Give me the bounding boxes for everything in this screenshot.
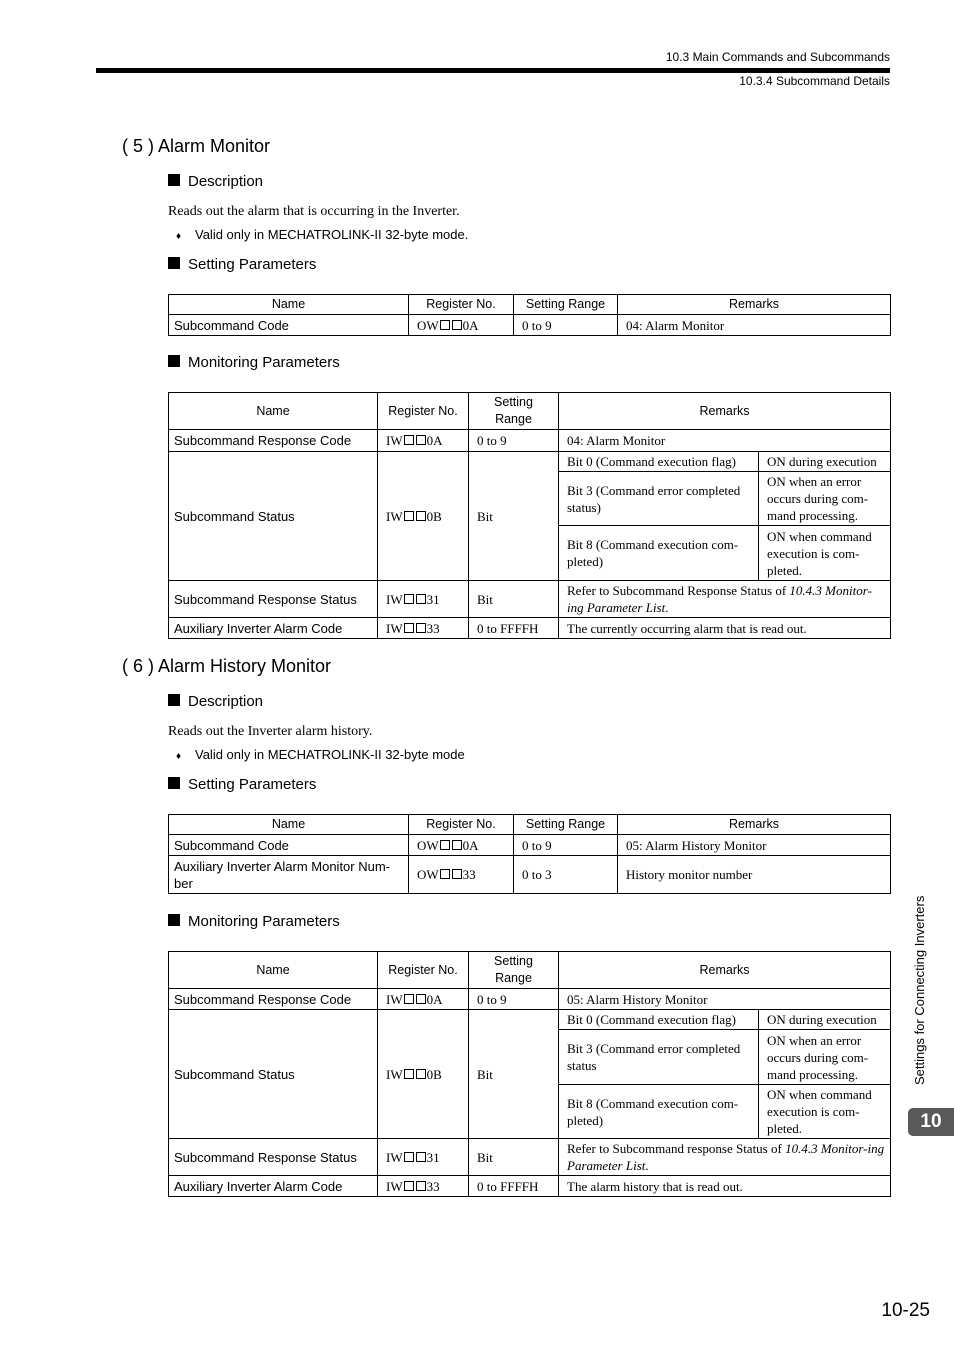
placeholder-box-icon <box>416 994 426 1004</box>
header-remarks: Remarks <box>618 815 891 835</box>
header-remarks: Remarks <box>559 393 891 430</box>
header-name: Name <box>169 815 409 835</box>
header-setting-range: Setting Range <box>469 393 559 430</box>
placeholder-box-icon <box>416 435 426 445</box>
placeholder-box-icon <box>404 623 414 633</box>
setting-range: 0 to 9 <box>469 989 559 1010</box>
table-row <box>169 430 891 452</box>
square-bullet-icon <box>168 777 180 789</box>
remarks: Refer to Subcommand Response Status of 10.4.3 Monitor-ing Parameter List. <box>559 581 891 618</box>
setting-range: 0 to 3 <box>514 856 618 894</box>
header-setting-range: Setting Range <box>514 815 618 835</box>
bit-name: Bit 0 (Command execution flag) <box>559 1010 759 1030</box>
cross-reference: 10.4.3 Monitor-ing Parameter List <box>567 1141 885 1173</box>
remarks: The alarm history that is read out. <box>559 1176 891 1197</box>
register-number: IW 0B <box>378 1010 469 1139</box>
bit-name: Bit 3 (Command error completed status <box>559 1030 759 1085</box>
header-name: Name <box>169 393 378 430</box>
square-bullet-icon <box>168 174 180 186</box>
description-text: Reads out the Inverter alarm history. <box>168 724 373 739</box>
param-name: Subcommand Response Code <box>169 430 378 452</box>
table-row <box>169 315 891 336</box>
param-name: Subcommand Response Status <box>169 1139 378 1176</box>
diamond-bullet-icon: ♦ <box>176 751 182 762</box>
param-name: Auxiliary Inverter Alarm Code <box>169 618 378 639</box>
placeholder-box-icon <box>404 1181 414 1191</box>
bit-description: ON when an error occurs during com-mand processing. <box>759 1030 891 1085</box>
subheading-label: Description <box>188 173 264 190</box>
bit-description: ON during execution <box>759 1010 891 1030</box>
square-bullet-icon <box>168 914 180 926</box>
register-number: OW 33 <box>409 856 514 894</box>
placeholder-box-icon <box>404 511 414 521</box>
setting-range: Bit <box>469 452 559 581</box>
chapter-number-tab: 10 <box>908 1108 954 1136</box>
table-row <box>169 1010 891 1030</box>
header-remarks: Remarks <box>618 295 891 315</box>
placeholder-box-icon <box>440 320 450 330</box>
remarks: 04: Alarm Monitor <box>618 315 891 336</box>
note <box>176 227 468 242</box>
register-number: OW 0A <box>409 835 514 856</box>
param-name: Auxiliary Inverter Alarm Code <box>169 1176 378 1197</box>
register-number: OW 0A <box>409 315 514 336</box>
table-row <box>169 856 891 894</box>
subheading-label: Monitoring Parameters <box>188 913 340 930</box>
setting-range: 0 to 9 <box>469 430 559 452</box>
table-row <box>169 835 891 856</box>
setting-parameters-table <box>168 814 891 894</box>
table-row <box>169 618 891 639</box>
param-name: Auxiliary Inverter Alarm Monitor Num-ber <box>169 856 409 894</box>
header-setting-range: Setting Range <box>514 295 618 315</box>
setting-range: Bit <box>469 1010 559 1139</box>
monitoring-parameters-table <box>168 392 891 639</box>
table-row <box>169 1139 891 1176</box>
placeholder-box-icon <box>440 869 450 879</box>
header-subsection-title: 10.3.4 Subcommand Details <box>739 74 890 88</box>
setting-range: 0 to 9 <box>514 315 618 336</box>
table-row <box>169 581 891 618</box>
remarks: 05: Alarm History Monitor <box>618 835 891 856</box>
section-title-alarm-history-monitor: ( 6 ) Alarm History Monitor <box>122 656 332 676</box>
placeholder-box-icon <box>404 594 414 604</box>
header-register: Register No. <box>378 393 469 430</box>
param-name: Subcommand Status <box>169 452 378 581</box>
note <box>176 747 465 762</box>
square-bullet-icon <box>168 257 180 269</box>
placeholder-box-icon <box>404 1152 414 1162</box>
header-remarks: Remarks <box>559 952 891 989</box>
header-setting-range: Setting Range <box>469 952 559 989</box>
header-name: Name <box>169 952 378 989</box>
param-name: Subcommand Response Code <box>169 989 378 1010</box>
bit-description: ON when command execution is com-pleted. <box>759 1085 891 1139</box>
placeholder-box-icon <box>416 1181 426 1191</box>
remarks: 05: Alarm History Monitor <box>559 989 891 1010</box>
setting-range: Bit <box>469 1139 559 1176</box>
register-number: IW 0A <box>378 430 469 452</box>
subheading-label: Monitoring Parameters <box>188 354 340 371</box>
note-text: Valid only in MECHATROLINK-II 32-byte mode. <box>195 227 469 242</box>
subheading-description <box>168 693 263 710</box>
setting-range: 0 to FFFFH <box>469 1176 559 1197</box>
setting-range: 0 to 9 <box>514 835 618 856</box>
chapter-title-vertical: Settings for Connecting Inverters <box>912 895 927 1085</box>
setting-range: Bit <box>469 581 559 618</box>
header-section-title: 10.3 Main Commands and Subcommands <box>665 50 890 64</box>
cross-reference: 10.4.3 Monitor-ing Parameter List <box>567 583 872 615</box>
bit-name: Bit 8 (Command execution com-pleted) <box>559 526 759 581</box>
bit-name: Bit 0 (Command execution flag) <box>559 452 759 472</box>
description-text: Reads out the alarm that is occurring in the Inverter. <box>168 204 460 219</box>
placeholder-box-icon <box>416 1152 426 1162</box>
setting-parameters-table <box>168 294 891 336</box>
register-number: IW 31 <box>378 581 469 618</box>
remarks: The currently occurring alarm that is read out. <box>559 618 891 639</box>
placeholder-box-icon <box>416 623 426 633</box>
bit-description: ON during execution <box>759 452 891 472</box>
subheading-monitoring-parameters <box>168 913 340 930</box>
remarks: History monitor number <box>618 856 891 894</box>
subheading-setting-parameters <box>168 776 316 793</box>
header-register: Register No. <box>409 815 514 835</box>
header-rule <box>96 68 890 73</box>
register-number: IW 33 <box>378 1176 469 1197</box>
remarks: Refer to Subcommand response Status of 10.4.3 Monitor-ing Parameter List. <box>559 1139 891 1176</box>
placeholder-box-icon <box>404 435 414 445</box>
subheading-label: Description <box>188 693 264 710</box>
bit-description: ON when an error occurs during com-mand processing. <box>759 472 891 526</box>
placeholder-box-icon <box>416 594 426 604</box>
table-row <box>169 1176 891 1197</box>
bit-name: Bit 8 (Command execution com-pleted) <box>559 1085 759 1139</box>
setting-range: 0 to FFFFH <box>469 618 559 639</box>
placeholder-box-icon <box>452 320 462 330</box>
subheading-label: Setting Parameters <box>188 776 317 793</box>
placeholder-box-icon <box>404 1069 414 1079</box>
param-name: Subcommand Status <box>169 1010 378 1139</box>
subheading-setting-parameters <box>168 256 316 273</box>
subheading-label: Setting Parameters <box>188 256 317 273</box>
register-number: IW 0A <box>378 989 469 1010</box>
register-number: IW 0B <box>378 452 469 581</box>
placeholder-box-icon <box>416 511 426 521</box>
placeholder-box-icon <box>416 1069 426 1079</box>
register-number: IW 31 <box>378 1139 469 1176</box>
param-name: Subcommand Response Status <box>169 581 378 618</box>
bit-description: ON when command execution is com-pleted. <box>759 526 891 581</box>
diamond-bullet-icon: ♦ <box>176 231 182 242</box>
header-register: Register No. <box>409 295 514 315</box>
remarks: 04: Alarm Monitor <box>559 430 891 452</box>
placeholder-box-icon <box>404 994 414 1004</box>
register-number: IW 33 <box>378 618 469 639</box>
monitoring-parameters-table <box>168 951 891 1197</box>
section-title-alarm-monitor: ( 5 ) Alarm Monitor <box>122 136 271 156</box>
note-text: Valid only in MECHATROLINK-II 32-byte mode <box>195 747 465 762</box>
table-row <box>169 452 891 472</box>
subheading-description <box>168 173 263 190</box>
param-name: Subcommand Code <box>169 835 409 856</box>
header-register: Register No. <box>378 952 469 989</box>
placeholder-box-icon <box>440 840 450 850</box>
subheading-monitoring-parameters <box>168 354 340 371</box>
param-name: Subcommand Code <box>169 315 409 336</box>
square-bullet-icon <box>168 694 180 706</box>
placeholder-box-icon <box>452 869 462 879</box>
placeholder-box-icon <box>452 840 462 850</box>
page-number: 10-25 <box>881 1300 930 1321</box>
square-bullet-icon <box>168 355 180 367</box>
bit-name: Bit 3 (Command error completed status) <box>559 472 759 526</box>
table-row <box>169 989 891 1010</box>
header-name: Name <box>169 295 409 315</box>
